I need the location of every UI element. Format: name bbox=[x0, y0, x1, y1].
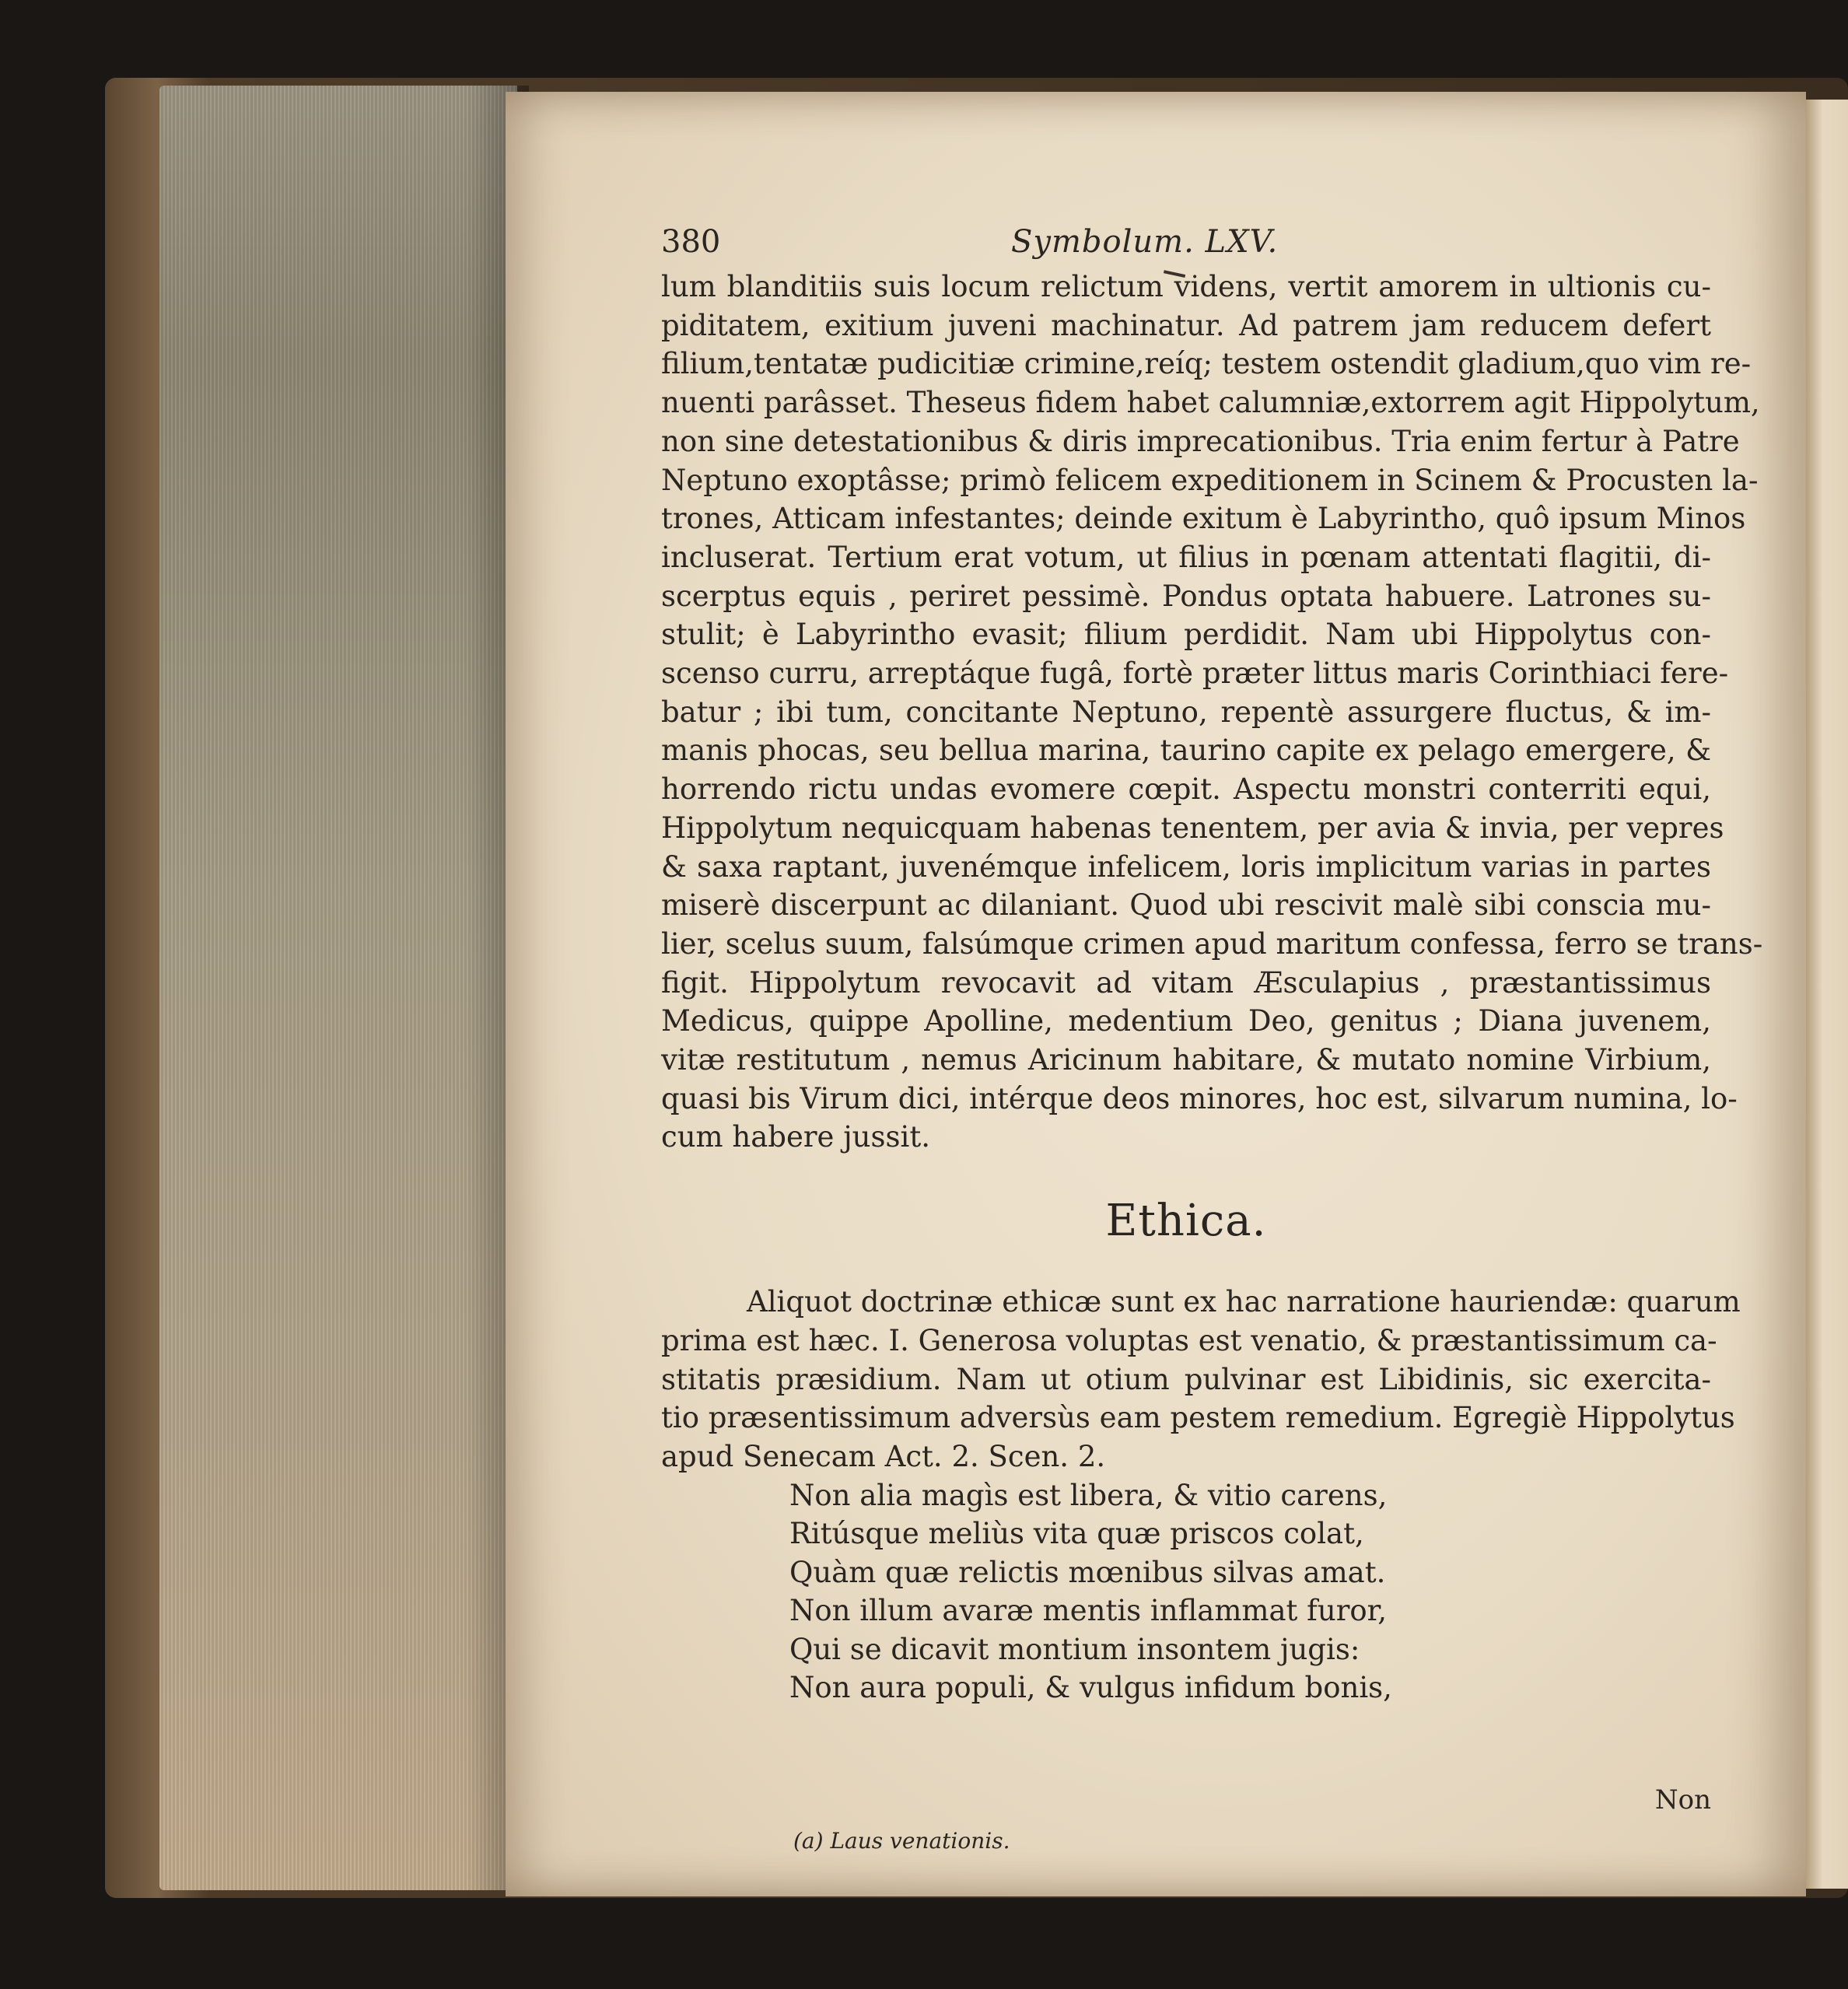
text-line: figit. Hippolytum revocavit ad vitam Æsculapius , præstantissimus bbox=[661, 965, 1711, 1000]
text-line: scenso curru, arreptáque fugâ, fortè præter littus maris Corinthiaci fere- bbox=[661, 657, 1729, 691]
text-line: quasi bis Virum dici, intérque deos minores, hoc est, silvarum numina, lo- bbox=[661, 1081, 1738, 1115]
verse-line: Non illum avaræ mentis inflammat furor, bbox=[789, 1594, 1388, 1628]
verse-line: Ritúsque meliùs vita quæ priscos colat, bbox=[789, 1517, 1364, 1551]
text-line: scerptus equis , periret pessimè. Pondus optata habuere. Latrones su- bbox=[661, 579, 1711, 613]
text-line: Neptuno exoptâsse; primò felicem expeditionem in Scinem & Procusten la- bbox=[661, 463, 1759, 497]
text-line: & saxa raptant, juvenémque infelicem, loris implicitum varias in partes bbox=[661, 849, 1711, 884]
text-line: miserè discerpunt ac dilaniant. Quod ubi rescivit malè sibi conscia mu- bbox=[661, 888, 1711, 923]
text-line: Hippolytum nequicquam habenas tenentem, per avia & invia, per vepres bbox=[661, 811, 1724, 845]
footnote: (a) Laus venationis. bbox=[793, 1828, 1010, 1854]
section-heading: Ethica. bbox=[1105, 1196, 1267, 1247]
catchword: Non bbox=[1654, 1784, 1711, 1816]
text-line: incluserat. Tertium erat votum, ut filius in pœnam attentati flagitii, di- bbox=[661, 540, 1711, 574]
text-line: tio præsentissimum adversùs eam pestem remedium. Egregiè Hippolytus bbox=[661, 1401, 1735, 1435]
text-line: apud Senecam Act. 2. Scen. 2. bbox=[661, 1439, 1106, 1473]
text-line: nuenti parâsset. Theseus fidem habet calumniæ,extorrem agit Hippolytum, bbox=[661, 386, 1760, 420]
text-line: piditatem, exitium juveni machinatur. Ad patrem jam reducem defert bbox=[661, 308, 1711, 342]
text-line: Medicus, quippe Apolline, medentium Deo, genitus ; Diana juvenem, bbox=[661, 1004, 1711, 1038]
verse-line: Quàm quæ relictis mœnibus silvas amat. bbox=[789, 1555, 1386, 1589]
ethics-paragraph bbox=[661, 1283, 1741, 1476]
page-edges bbox=[159, 86, 517, 1890]
verse-quotation bbox=[661, 1476, 1711, 1707]
verse-line: Non aura populi, & vulgus infidum bonis, bbox=[789, 1671, 1392, 1705]
running-title: Symbolum. LXV. bbox=[1011, 224, 1279, 260]
text-line: batur ; ibi tum, concitante Neptuno, repentè assurgere fluctus, & im- bbox=[661, 695, 1711, 729]
verse-line: Non alia magìs est libera, & vitio carens, bbox=[789, 1478, 1388, 1512]
text-line: lum blanditiis suis locum relictum videns, vertit amorem in ultionis cu- bbox=[661, 270, 1711, 303]
text-line: lier, scelus suum, falsúmque crimen apud maritum confessa, ferro se trans- bbox=[661, 926, 1763, 961]
book-page bbox=[506, 92, 1806, 1896]
page-number: 380 bbox=[661, 224, 721, 260]
text-line: prima est hæc. I. Generosa voluptas est venatio, & præstantissimum ca- bbox=[661, 1323, 1717, 1357]
page-header bbox=[661, 216, 1711, 268]
verse-line: Qui se dicavit montium insontem jugis: bbox=[789, 1632, 1360, 1666]
text-line: trones, Atticam infestantes; deinde exitum è Labyrintho, quô ipsum Minos bbox=[661, 502, 1746, 536]
text-line: Aliquot doctrinæ ethicæ sunt ex hac narratione hauriendæ: quarum bbox=[747, 1285, 1741, 1319]
page-text bbox=[661, 216, 1763, 1854]
narrative-paragraph bbox=[661, 268, 1763, 1157]
text-line: manis phocas, seu bellua marina, taurino capite ex pelago emergere, & bbox=[661, 734, 1711, 768]
text-line: filium,tentatæ pudicitiæ crimine,reíq; testem ostendit gladium,quo vim re- bbox=[661, 347, 1752, 381]
text-line: vitæ restitutum , nemus Aricinum habitare, & mutato nomine Virbium, bbox=[661, 1043, 1711, 1077]
text-line: non sine detestationibus & diris imprecationibus. Tria enim fertur à Patre bbox=[661, 424, 1740, 458]
text-line: stitatis præsidium. Nam ut otium pulvinar est Libidinis, sic exercita- bbox=[661, 1362, 1711, 1396]
text-line: cum habere jussit. bbox=[661, 1120, 930, 1154]
text-line: stulit; è Labyrintho evasit; filium perdidit. Nam ubi Hippolytus con- bbox=[661, 618, 1711, 652]
facing-page bbox=[1806, 100, 1848, 1889]
text-line: horrendo rictu undas evomere cœpit. Aspectu monstri conterriti equi, bbox=[661, 772, 1711, 807]
